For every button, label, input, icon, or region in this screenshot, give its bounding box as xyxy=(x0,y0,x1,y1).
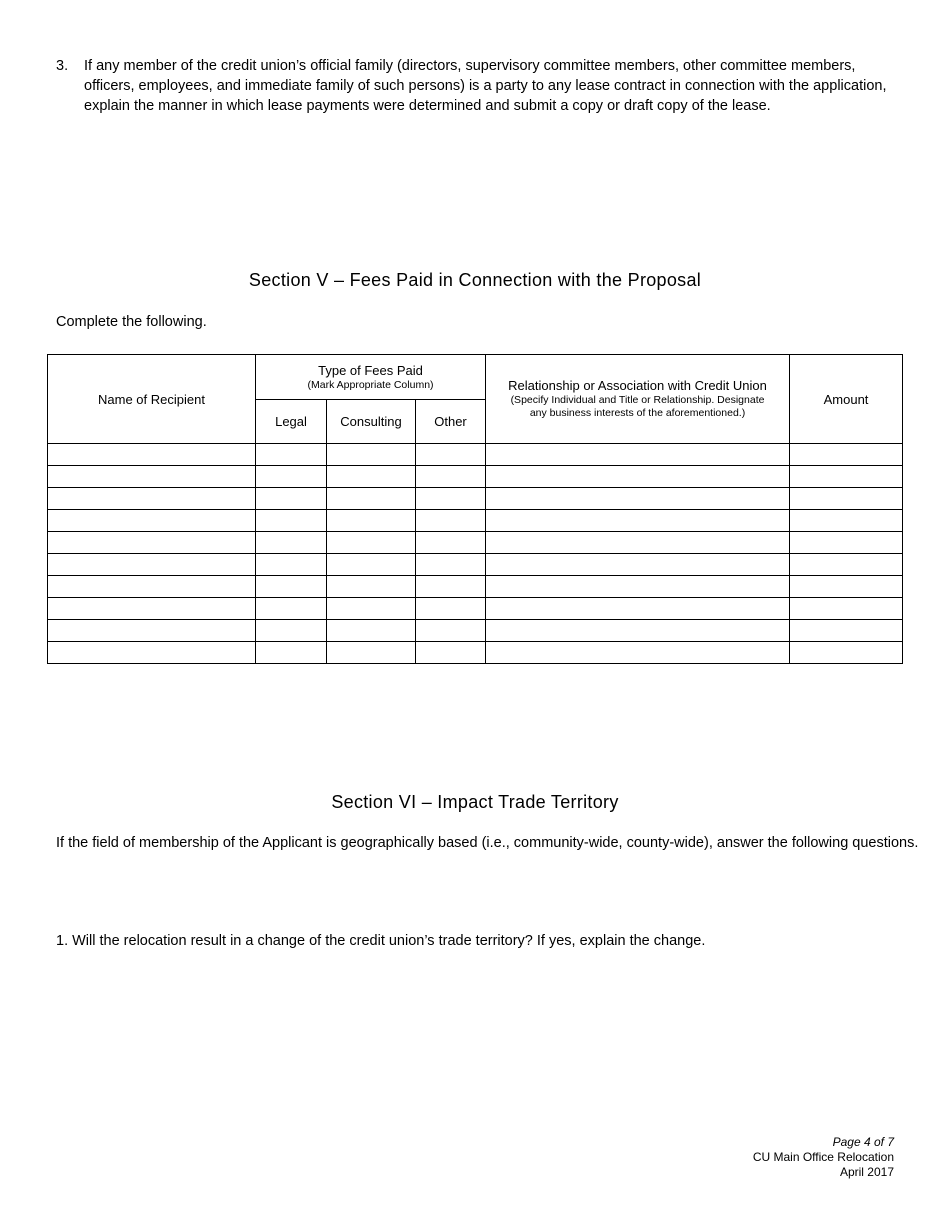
section-5-instruction: Complete the following. xyxy=(56,314,207,330)
header-name-of-recipient: Name of Recipient xyxy=(48,355,256,444)
other-cell[interactable] xyxy=(416,598,486,620)
amount-cell[interactable] xyxy=(790,620,903,642)
recipient-cell[interactable] xyxy=(48,598,256,620)
table-row xyxy=(48,444,903,466)
question-3-number: 3. xyxy=(56,58,69,74)
recipient-cell[interactable] xyxy=(48,444,256,466)
relationship-cell[interactable] xyxy=(486,598,790,620)
fees-table-body xyxy=(48,444,903,664)
question-3 xyxy=(56,56,896,116)
relationship-cell[interactable] xyxy=(486,510,790,532)
table-row xyxy=(48,620,903,642)
consulting-cell[interactable] xyxy=(327,488,416,510)
amount-cell[interactable] xyxy=(790,444,903,466)
question-3-text: If any member of the credit union’s official family (directors, supervisory committee members, other committee members, officers, employees, and immediate family of such persons) is a party to any lease contract in connection with the application, explain the manner in which lease payments were determined and submit a copy or draft copy of the lease. xyxy=(84,58,887,114)
recipient-cell[interactable] xyxy=(48,642,256,664)
page-number: Page 4 of 7 xyxy=(832,1135,894,1149)
legal-cell[interactable] xyxy=(256,576,327,598)
other-cell[interactable] xyxy=(416,554,486,576)
section-6-intro: If the field of membership of the Applicant is geographically based (i.e., community-wide, county-wide), answer the following questions. xyxy=(56,835,919,851)
recipient-cell[interactable] xyxy=(48,576,256,598)
legal-cell[interactable] xyxy=(256,642,327,664)
legal-cell[interactable] xyxy=(256,554,327,576)
relationship-cell[interactable] xyxy=(486,576,790,598)
other-cell[interactable] xyxy=(416,488,486,510)
amount-cell[interactable] xyxy=(790,642,903,664)
amount-cell[interactable] xyxy=(790,554,903,576)
amount-cell[interactable] xyxy=(790,510,903,532)
section-5-title: Section V – Fees Paid in Connection with the Proposal xyxy=(248,270,702,290)
form-name: CU Main Office Relocation xyxy=(752,1150,894,1164)
form-date: April 2017 xyxy=(839,1165,894,1179)
consulting-cell[interactable] xyxy=(327,532,416,554)
header-legal: Legal xyxy=(256,400,327,444)
recipient-cell[interactable] xyxy=(48,554,256,576)
relationship-cell[interactable] xyxy=(486,466,790,488)
recipient-cell[interactable] xyxy=(48,620,256,642)
relationship-cell[interactable] xyxy=(486,554,790,576)
relationship-cell[interactable] xyxy=(486,642,790,664)
table-row xyxy=(48,488,903,510)
legal-cell[interactable] xyxy=(256,532,327,554)
amount-cell[interactable] xyxy=(790,488,903,510)
header-relationship-title: Relationship or Association with Credit Union xyxy=(508,378,767,393)
legal-cell[interactable] xyxy=(256,510,327,532)
table-row xyxy=(48,554,903,576)
table-row xyxy=(48,642,903,664)
consulting-cell[interactable] xyxy=(327,510,416,532)
table-row xyxy=(48,510,903,532)
other-cell[interactable] xyxy=(416,642,486,664)
recipient-cell[interactable] xyxy=(48,510,256,532)
legal-cell[interactable] xyxy=(256,444,327,466)
consulting-cell[interactable] xyxy=(327,642,416,664)
table-row xyxy=(48,466,903,488)
amount-cell[interactable] xyxy=(790,598,903,620)
relationship-cell[interactable] xyxy=(486,620,790,642)
other-cell[interactable] xyxy=(416,510,486,532)
relationship-cell[interactable] xyxy=(486,488,790,510)
amount-cell[interactable] xyxy=(790,576,903,598)
other-cell[interactable] xyxy=(416,532,486,554)
other-cell[interactable] xyxy=(416,444,486,466)
consulting-cell[interactable] xyxy=(327,444,416,466)
header-amount: Amount xyxy=(790,355,903,444)
relationship-cell[interactable] xyxy=(486,444,790,466)
consulting-cell[interactable] xyxy=(327,598,416,620)
header-type-of-fees-title: Type of Fees Paid xyxy=(318,362,423,378)
table-row xyxy=(48,598,903,620)
recipient-cell[interactable] xyxy=(48,488,256,510)
amount-cell[interactable] xyxy=(790,532,903,554)
legal-cell[interactable] xyxy=(256,466,327,488)
header-consulting: Consulting xyxy=(327,400,416,444)
table-row xyxy=(48,576,903,598)
page-footer xyxy=(753,1135,894,1180)
consulting-cell[interactable] xyxy=(327,620,416,642)
header-relationship-note: (Specify Individual and Title or Relationship. Designate any business interests of the aforementioned.) xyxy=(510,394,765,419)
consulting-cell[interactable] xyxy=(327,466,416,488)
header-type-of-fees-note: (Mark Appropriate Column) xyxy=(307,378,434,391)
other-cell[interactable] xyxy=(416,576,486,598)
section-6-question-1: 1. Will the relocation result in a change of the credit union’s trade territory? If yes, explain the change. xyxy=(56,933,706,949)
relationship-cell[interactable] xyxy=(486,532,790,554)
legal-cell[interactable] xyxy=(256,598,327,620)
legal-cell[interactable] xyxy=(256,620,327,642)
header-other: Other xyxy=(416,400,486,444)
amount-cell[interactable] xyxy=(790,466,903,488)
section-6-title: Section VI – Impact Trade Territory xyxy=(331,792,619,812)
header-relationship xyxy=(486,355,790,444)
consulting-cell[interactable] xyxy=(327,554,416,576)
recipient-cell[interactable] xyxy=(48,532,256,554)
other-cell[interactable] xyxy=(416,466,486,488)
fees-table xyxy=(47,354,903,664)
header-type-of-fees xyxy=(256,355,486,400)
consulting-cell[interactable] xyxy=(327,576,416,598)
other-cell[interactable] xyxy=(416,620,486,642)
recipient-cell[interactable] xyxy=(48,466,256,488)
table-row xyxy=(48,532,903,554)
legal-cell[interactable] xyxy=(256,488,327,510)
